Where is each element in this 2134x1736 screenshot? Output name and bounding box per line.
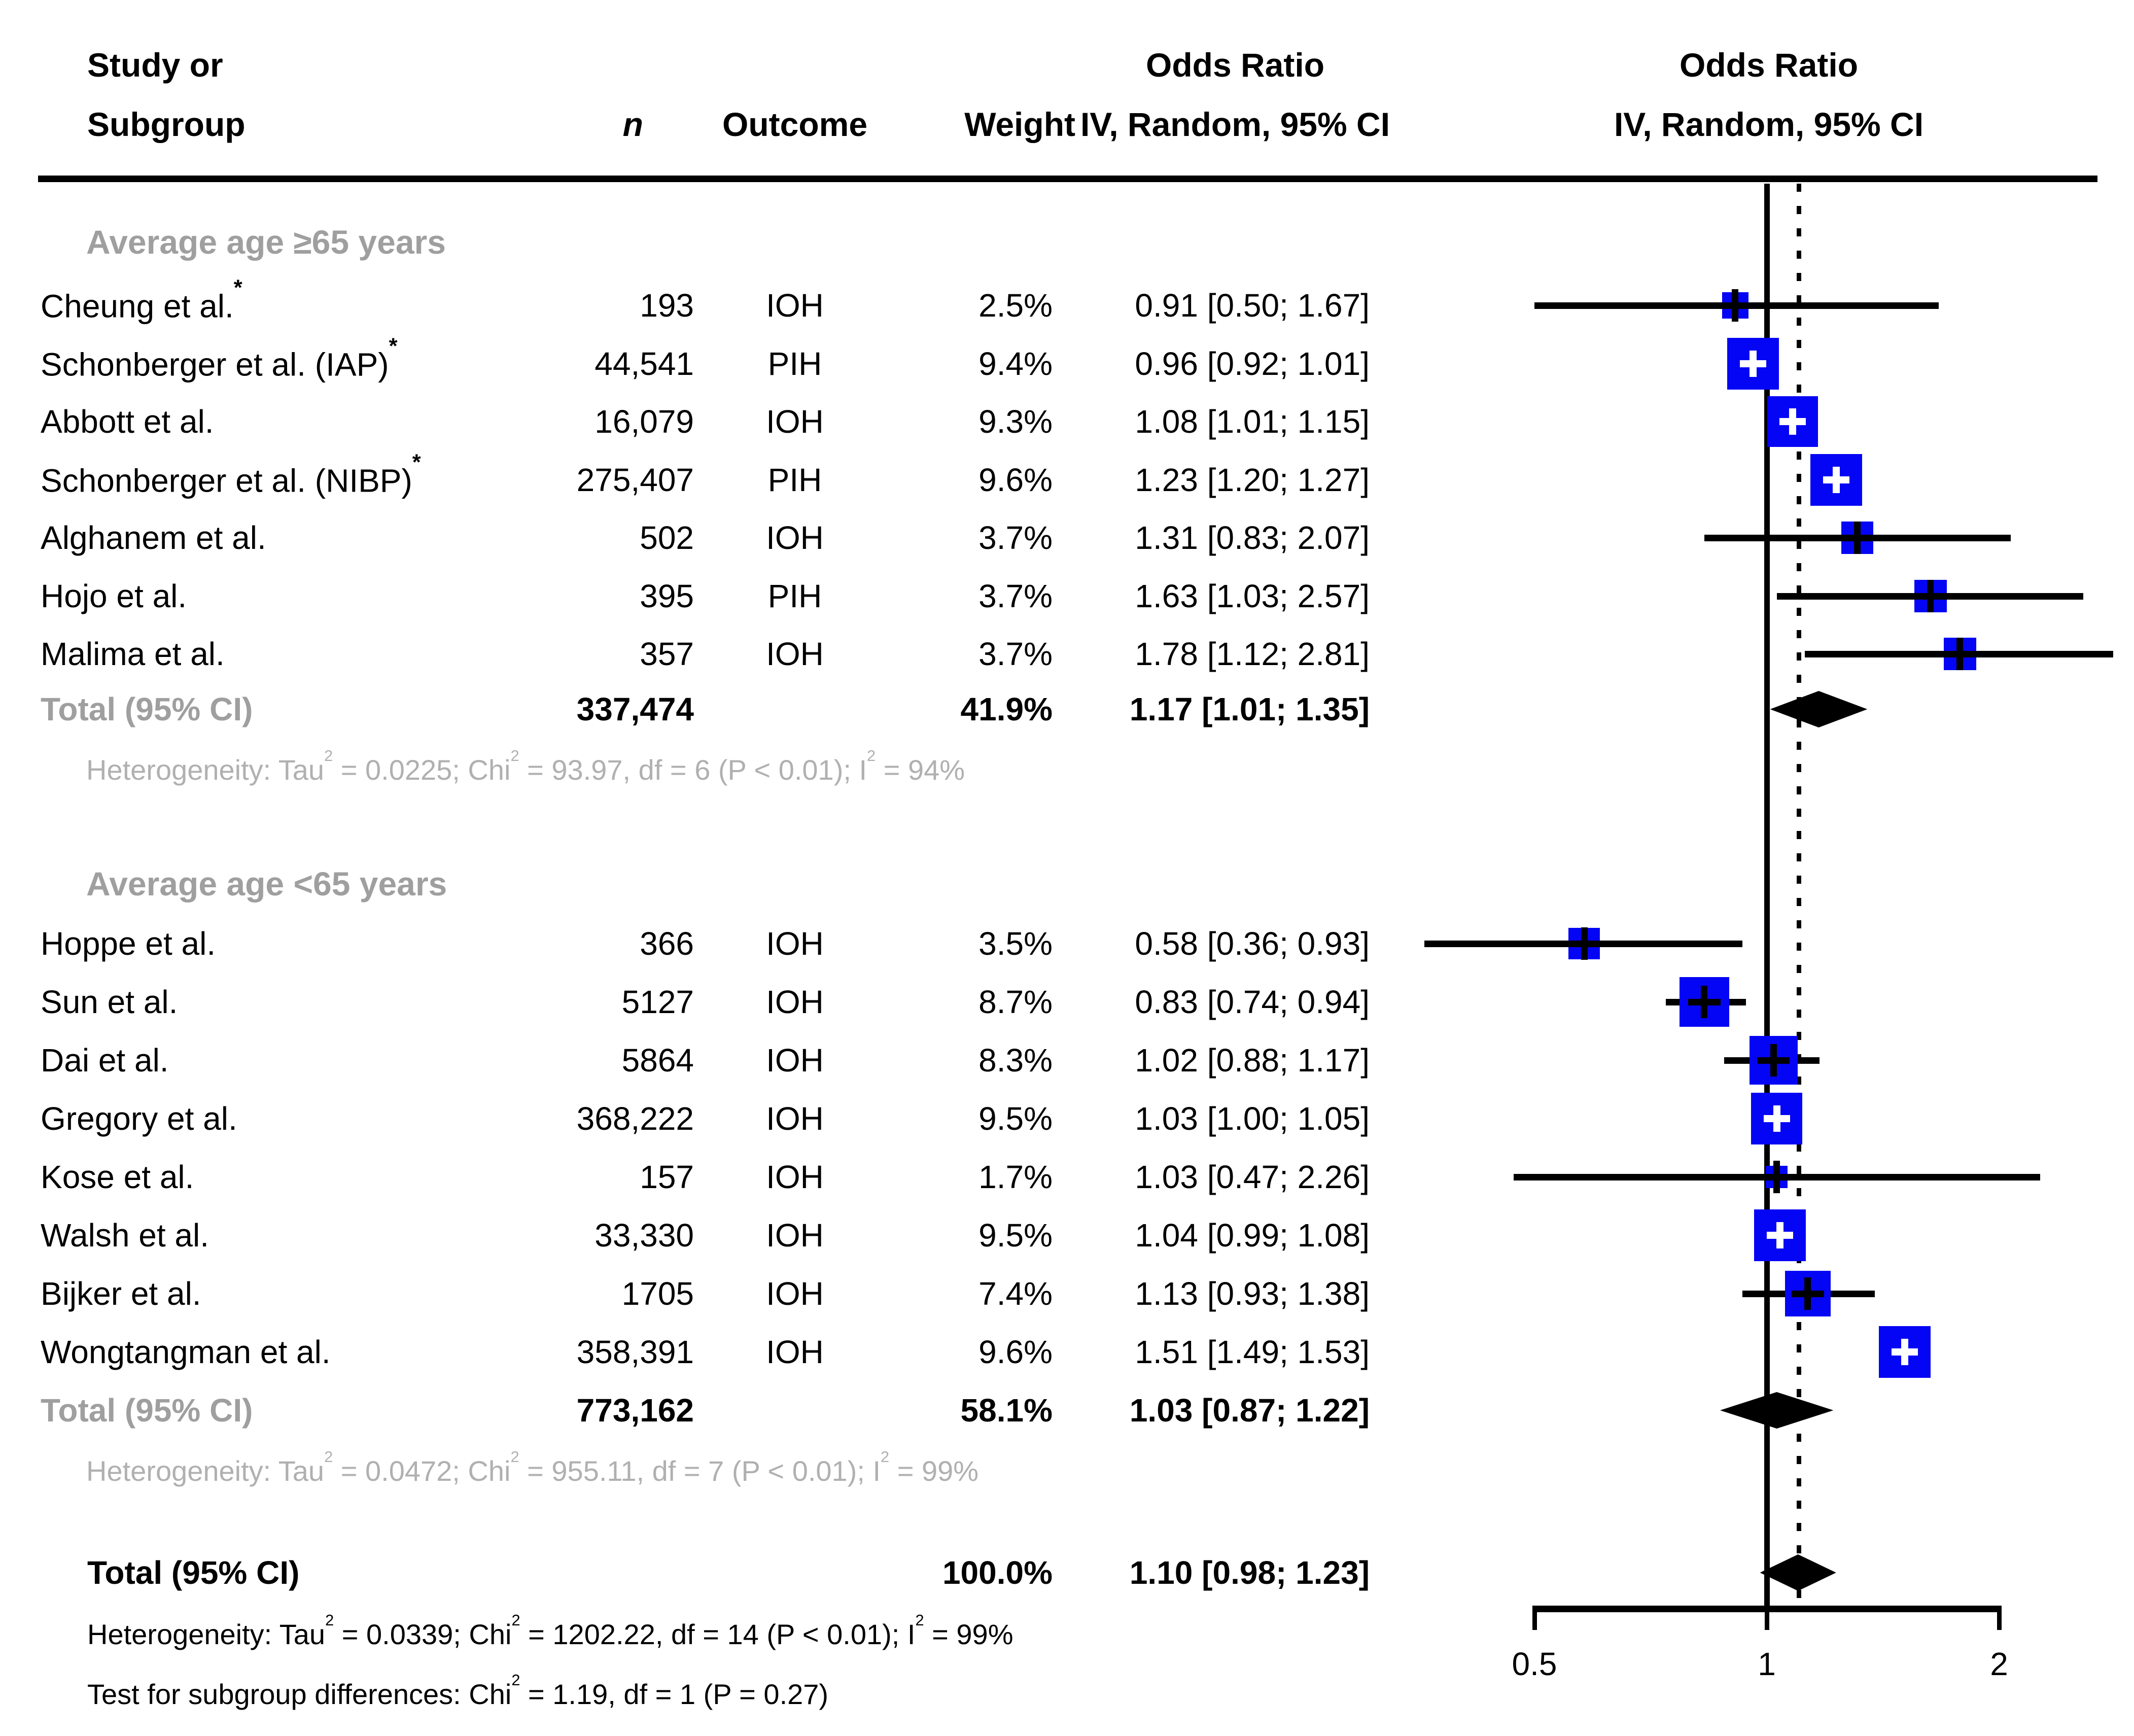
- subgroup-total-diamond: [1770, 691, 1868, 727]
- overall-total-weight: 100.0%: [942, 1554, 1053, 1591]
- subgroup-heterogeneity-text: Heterogeneity: Tau$^2$ = 0.0225; Chi$^2$ = 93.97, df = 6 (P < 0.01); $I^2 = 94\%$: [86, 747, 965, 786]
- estimate-cross: [1789, 408, 1796, 435]
- axis-tick-label: 0.5: [1512, 1646, 1557, 1682]
- axis-tick: [1765, 1606, 1769, 1630]
- study-name: Cheung et al.*: [41, 275, 242, 325]
- study-name: Hojo et al.: [41, 578, 187, 614]
- study-weight: 7.4%: [978, 1275, 1053, 1312]
- study-weight: 9.3%: [978, 403, 1053, 440]
- estimate-cross: [1701, 986, 1707, 1018]
- estimate-cross: [1956, 638, 1963, 670]
- estimate-cross: [1750, 351, 1757, 377]
- study-ci-text: 1.03 [1.00; 1.05]: [1135, 1100, 1370, 1137]
- study-weight: 9.4%: [978, 345, 1053, 382]
- study-ci-text: 1.23 [1.20; 1.27]: [1135, 462, 1370, 498]
- header-study-line2: Subgroup: [87, 106, 246, 143]
- study-name: Kose et al.: [41, 1159, 194, 1195]
- study-weight: 9.5%: [978, 1100, 1053, 1137]
- study-name: Alghanem et al.: [41, 519, 266, 556]
- estimate-cross: [1773, 1161, 1780, 1193]
- study-n: 357: [640, 636, 694, 672]
- study-name: Bijker et al.: [41, 1275, 201, 1312]
- study-ci-text: 1.51 [1.49; 1.53]: [1135, 1334, 1370, 1370]
- estimate-cross: [1773, 1105, 1780, 1132]
- subgroup-difference-test-text: Test for subgroup differences: Chi$^2$ = 1.19, df = 1 (P = 0.27): [87, 1671, 829, 1710]
- study-weight: 1.7%: [978, 1159, 1053, 1195]
- header-weight: Weight: [964, 106, 1075, 143]
- study-outcome: IOH: [766, 287, 824, 324]
- header-or-text-line1: Odds Ratio: [1145, 46, 1325, 84]
- study-n: 395: [640, 578, 694, 614]
- study-outcome: IOH: [766, 1217, 824, 1254]
- study-outcome: IOH: [766, 925, 824, 962]
- subgroup-total-weight: 58.1%: [960, 1392, 1053, 1429]
- study-weight: 3.7%: [978, 578, 1053, 614]
- study-n: 358,391: [576, 1334, 694, 1370]
- study-outcome: IOH: [766, 1334, 824, 1370]
- study-outcome: IOH: [766, 1100, 824, 1137]
- study-name: Wongtangman et al.: [41, 1334, 331, 1370]
- study-outcome: IOH: [766, 1275, 824, 1312]
- estimate-cross: [1581, 927, 1588, 960]
- study-name: Malima et al.: [41, 636, 225, 672]
- header-outcome: Outcome: [722, 106, 868, 143]
- header-divider-line: [38, 176, 2097, 182]
- estimate-cross: [1854, 522, 1861, 554]
- subgroup-total-ci-text: 1.03 [0.87; 1.22]: [1129, 1392, 1370, 1429]
- study-n: 502: [640, 519, 694, 556]
- study-n: 368,222: [576, 1100, 694, 1137]
- study-weight: 8.3%: [978, 1042, 1053, 1079]
- study-weight: 3.7%: [978, 636, 1053, 672]
- study-weight: 8.7%: [978, 984, 1053, 1020]
- estimate-cross: [1901, 1339, 1908, 1365]
- subgroup-total-label: Total (95% CI): [41, 1392, 253, 1429]
- header-or-text-line2: IV, Random, 95% CI: [1080, 106, 1390, 143]
- study-outcome: IOH: [766, 519, 824, 556]
- estimate-cross: [1927, 580, 1934, 612]
- study-ci-text: 1.78 [1.12; 2.81]: [1135, 636, 1370, 672]
- study-ci-text: 1.31 [0.83; 2.07]: [1135, 519, 1370, 556]
- study-weight: 9.5%: [978, 1217, 1053, 1254]
- estimate-cross: [1804, 1277, 1811, 1310]
- study-outcome: PIH: [767, 345, 822, 382]
- header-study-line1: Study or: [87, 46, 223, 84]
- study-weight: 9.6%: [978, 1334, 1053, 1370]
- subgroup-heading: Average age <65 years: [86, 865, 447, 902]
- study-ci-text: 1.13 [0.93; 1.38]: [1135, 1275, 1370, 1312]
- subgroup-total-weight: 41.9%: [960, 691, 1053, 727]
- study-ci-text: 1.08 [1.01; 1.15]: [1135, 403, 1370, 440]
- subgroup-total-n: 773,162: [576, 1392, 694, 1429]
- subgroup-total-label: Total (95% CI): [41, 691, 253, 727]
- study-weight: 3.5%: [978, 925, 1053, 962]
- study-n: 157: [640, 1159, 694, 1195]
- study-n: 16,079: [594, 403, 694, 440]
- study-n: 1705: [621, 1275, 694, 1312]
- study-name: Abbott et al.: [41, 403, 214, 440]
- study-n: 44,541: [594, 345, 694, 382]
- study-weight: 3.7%: [978, 519, 1053, 556]
- study-outcome: IOH: [766, 403, 824, 440]
- study-outcome: PIH: [767, 578, 822, 614]
- estimate-cross: [1776, 1222, 1783, 1248]
- subgroup-total-diamond: [1720, 1392, 1833, 1429]
- study-outcome: PIH: [767, 462, 822, 498]
- study-ci-text: 0.58 [0.36; 0.93]: [1135, 925, 1370, 962]
- subgroup-total-n: 337,474: [576, 691, 694, 727]
- study-name: Gregory et al.: [41, 1100, 237, 1137]
- overall-total-diamond: [1760, 1554, 1836, 1591]
- study-n: 275,407: [576, 462, 694, 498]
- study-weight: 9.6%: [978, 462, 1053, 498]
- header-or-plot-line2: IV, Random, 95% CI: [1614, 106, 1924, 143]
- study-outcome: IOH: [766, 636, 824, 672]
- study-ci-text: 0.83 [0.74; 0.94]: [1135, 984, 1370, 1020]
- axis-tick-label: 2: [1990, 1646, 2008, 1682]
- study-n: 5864: [621, 1042, 694, 1079]
- axis-tick: [1532, 1606, 1537, 1630]
- study-name: Sun et al.: [41, 984, 178, 1020]
- study-n: 366: [640, 925, 694, 962]
- study-ci-text: 0.91 [0.50; 1.67]: [1135, 287, 1370, 324]
- header-or-plot-line1: Odds Ratio: [1679, 46, 1859, 84]
- study-n: 33,330: [594, 1217, 694, 1254]
- study-ci-text: 1.04 [0.99; 1.08]: [1135, 1217, 1370, 1254]
- axis-tick: [1997, 1606, 2002, 1630]
- study-ci-text: 1.03 [0.47; 2.26]: [1135, 1159, 1370, 1195]
- study-ci-text: 0.96 [0.92; 1.01]: [1135, 345, 1370, 382]
- overall-total-label: Total (95% CI): [87, 1554, 300, 1591]
- overall-total-ci-text: 1.10 [0.98; 1.23]: [1129, 1554, 1370, 1591]
- header-n: n: [622, 106, 643, 143]
- study-weight: 2.5%: [978, 287, 1053, 324]
- study-n: 5127: [621, 984, 694, 1020]
- study-name: Schonberger et al. (IAP)*: [41, 334, 398, 383]
- study-ci-text: 1.02 [0.88; 1.17]: [1135, 1042, 1370, 1079]
- overall-heterogeneity-text: Heterogeneity: Tau$^2$ = 0.0339; Chi$^2$ = 1202.22, df = 14 (P < 0.01); $I^2 = 99\%$: [87, 1611, 1013, 1650]
- estimate-cross: [1732, 289, 1738, 322]
- study-name: Schonberger et al. (NIBP)*: [41, 450, 421, 499]
- subgroup-heterogeneity-text: Heterogeneity: Tau$^2$ = 0.0472; Chi$^2$ = 955.11, df = 7 (P < 0.01); $I^2 = 99\%$: [86, 1448, 979, 1487]
- subgroup-heading: Average age ≥65 years: [86, 223, 446, 261]
- axis-tick-label: 1: [1758, 1646, 1776, 1682]
- study-name: Hoppe et al.: [41, 925, 216, 962]
- subgroup-total-ci-text: 1.17 [1.01; 1.35]: [1129, 691, 1370, 727]
- study-outcome: IOH: [766, 984, 824, 1020]
- study-name: Walsh et al.: [41, 1217, 209, 1254]
- study-ci-text: 1.63 [1.03; 2.57]: [1135, 578, 1370, 614]
- estimate-cross: [1770, 1044, 1777, 1077]
- estimate-cross: [1833, 467, 1840, 493]
- study-outcome: IOH: [766, 1159, 824, 1195]
- study-n: 193: [640, 287, 694, 324]
- study-outcome: IOH: [766, 1042, 824, 1079]
- study-name: Dai et al.: [41, 1042, 169, 1079]
